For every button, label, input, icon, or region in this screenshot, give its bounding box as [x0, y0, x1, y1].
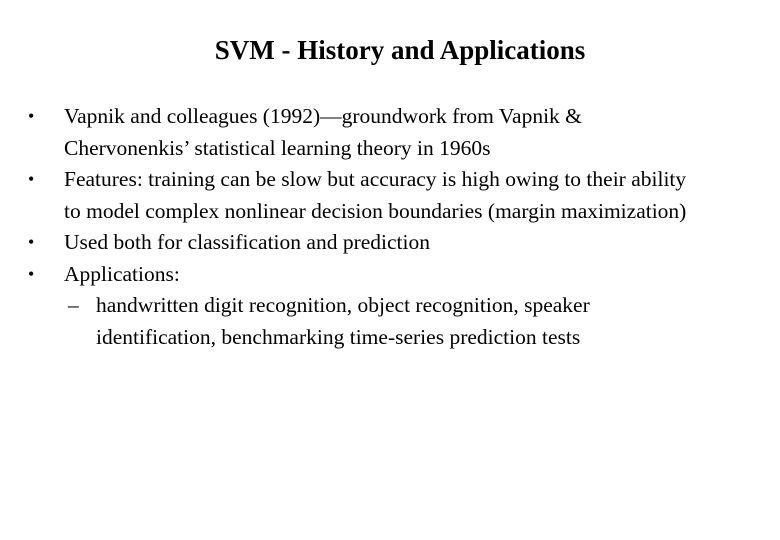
dash-icon: – [68, 293, 79, 317]
bullet-icon: • [28, 232, 35, 252]
bullet-item-applications [28, 259, 773, 354]
bullet-item-usage [28, 227, 773, 259]
sub-bullet-item-applications-list [64, 290, 773, 353]
bullet-list [28, 101, 773, 353]
bullet-icon: • [28, 263, 35, 284]
bullet-text-line: Chervonenkis’ statistical learning theory in 1960s [64, 135, 491, 160]
bullet-text-line: Vapnik and colleagues (1992)—groundwork from Vapnik & [64, 104, 582, 128]
bullet-text-line: Applications: [64, 261, 180, 286]
sub-bullet-text-line: handwritten digit recognition, object recognition, speaker [96, 293, 590, 317]
bullet-item-features [28, 164, 773, 227]
sub-bullet-text-line: identification, benchmarking time-series prediction tests [96, 324, 581, 349]
bullet-text-line: Features: training can be slow but accuracy is high owing to their ability [64, 167, 687, 191]
bullet-icon: • [28, 169, 35, 189]
bullet-icon: • [28, 106, 35, 126]
slide-title: SVM - History and Applications [214, 35, 586, 65]
bullet-text-line: Used both for classification and prediction [64, 230, 430, 254]
bullet-text-line: to model complex nonlinear decision boundaries (margin maximization) [64, 198, 687, 223]
bullet-item-history [28, 101, 773, 164]
sub-bullet-list [64, 290, 773, 353]
